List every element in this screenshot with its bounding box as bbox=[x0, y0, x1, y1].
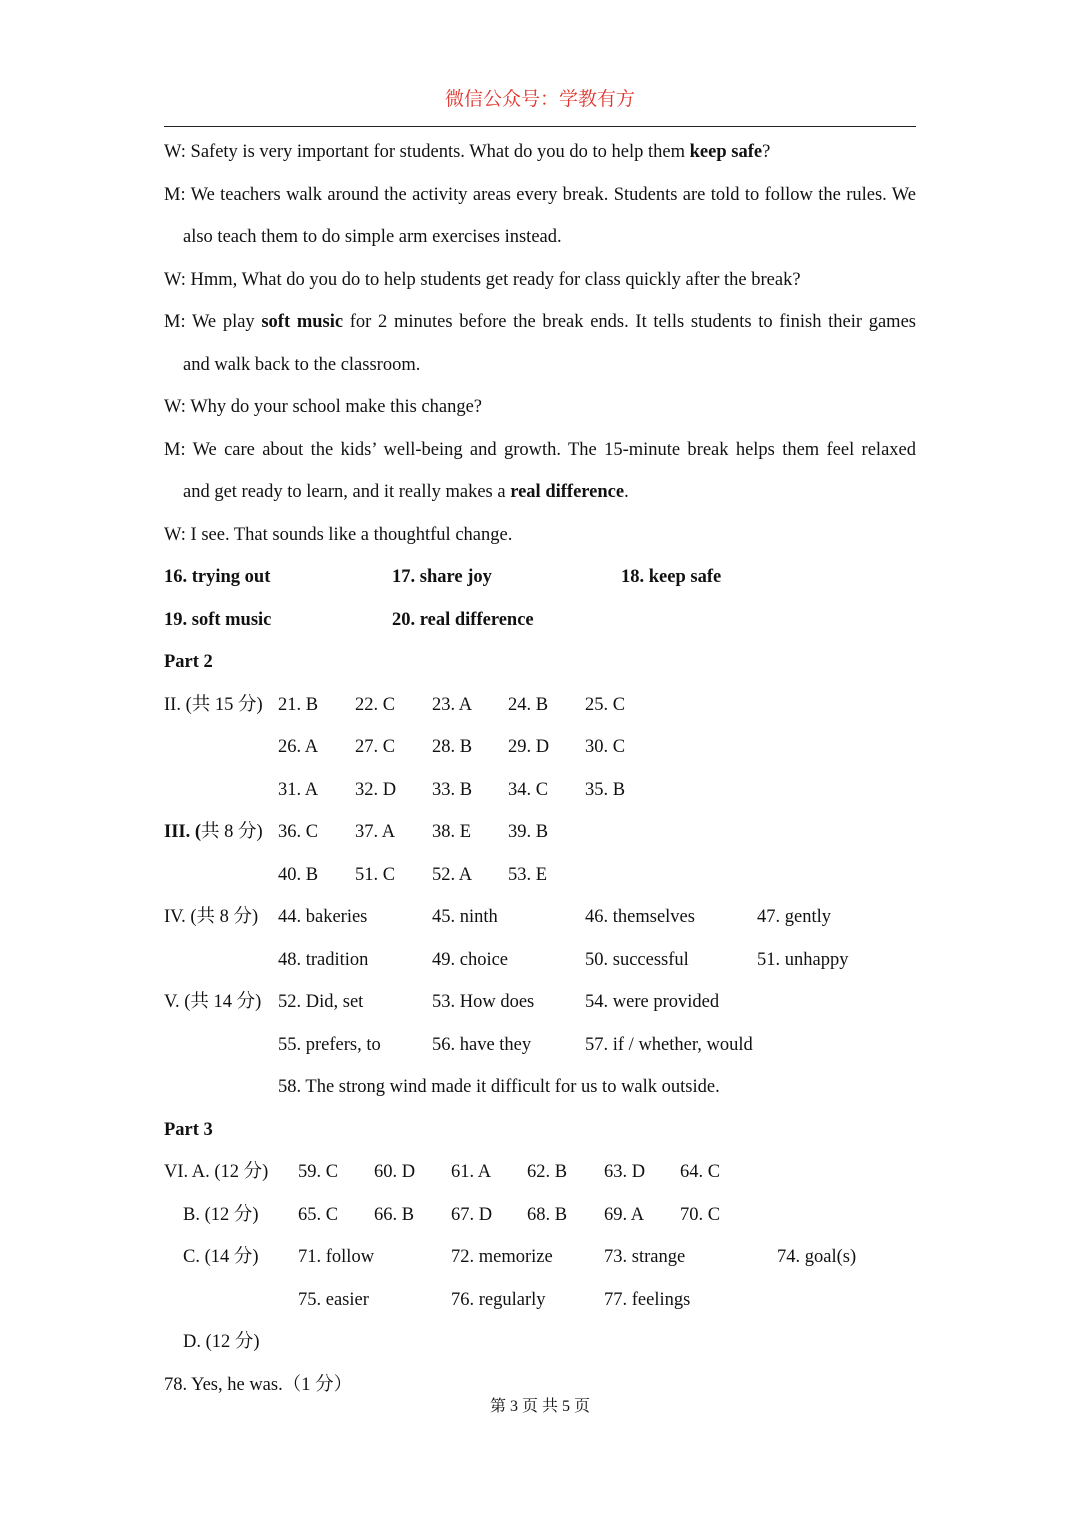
answer-cell: 16. trying out bbox=[164, 567, 271, 587]
answer-cell: 66. B bbox=[374, 1204, 415, 1225]
answer-cell: 24. B bbox=[508, 694, 549, 715]
answer-cell: 38. E bbox=[432, 822, 472, 842]
section-label: V. (共 14 分) bbox=[164, 992, 262, 1012]
answer-row bbox=[164, 981, 916, 1024]
dialogue-text: for 2 minutes before the break ends. It tells students to finish their games bbox=[343, 312, 916, 332]
dialogue-line bbox=[164, 344, 916, 387]
dialogue-line bbox=[164, 131, 916, 174]
answer-cell: 17. share joy bbox=[392, 567, 492, 587]
answer-cell: 33. B bbox=[432, 779, 473, 800]
answer-row bbox=[164, 1236, 916, 1279]
dialogue-line bbox=[164, 301, 916, 344]
answer-cell: 34. C bbox=[508, 779, 549, 800]
answer-cell: 73. strange bbox=[604, 1247, 686, 1267]
answer-row bbox=[164, 726, 916, 769]
answer-cell: 55. prefers, to bbox=[278, 1034, 381, 1055]
dialogue-text: and get ready to learn, and it really makes a bbox=[183, 482, 511, 502]
answer-cell: 71. follow bbox=[298, 1247, 375, 1267]
answer-cell: 39. B bbox=[508, 822, 549, 842]
dialogue-text: M: We play bbox=[164, 312, 262, 332]
section-label-numeral: III. ( bbox=[164, 822, 202, 842]
answer-cell: 67. D bbox=[451, 1204, 493, 1225]
answer-row bbox=[164, 1024, 916, 1067]
answer-cell: 47. gently bbox=[757, 907, 831, 927]
section-label bbox=[164, 811, 263, 854]
answer-cell: 18. keep safe bbox=[621, 567, 722, 587]
dialogue-line bbox=[164, 174, 916, 217]
answer-row bbox=[164, 1151, 916, 1194]
answer-row bbox=[164, 854, 916, 897]
answer-cell: 56. have they bbox=[432, 1034, 532, 1055]
answer-cell: 57. if / whether, would bbox=[585, 1034, 753, 1055]
dialogue-text: W: I see. That sounds like a thoughtful change. bbox=[164, 524, 513, 545]
answer-cell: 54. were provided bbox=[585, 992, 720, 1012]
header-title: 微信公众号：学教有方 bbox=[444, 89, 635, 110]
answer-key-body bbox=[164, 131, 916, 1406]
answer-cell: 30. C bbox=[585, 737, 626, 757]
answer-row bbox=[164, 896, 916, 939]
answer-cell: 74. goal(s) bbox=[777, 1247, 857, 1267]
answer-cell: 62. B bbox=[527, 1162, 568, 1182]
answer-cell: 51. C bbox=[355, 864, 396, 885]
section-label: VI. A. (12 分) bbox=[164, 1162, 269, 1182]
answer-row bbox=[164, 556, 916, 599]
section-label: II. (共 15 分) bbox=[164, 694, 263, 715]
answer-cell: 44. bakeries bbox=[278, 907, 368, 927]
answer-cell: 21. B bbox=[278, 694, 319, 715]
dialogue-line bbox=[164, 471, 916, 514]
dialogue-text: . bbox=[624, 482, 629, 502]
answer-cell: 19. soft music bbox=[164, 609, 272, 630]
answer-cell: 37. A bbox=[355, 822, 396, 842]
dialogue-line bbox=[164, 386, 916, 429]
answer-cell: 76. regularly bbox=[451, 1289, 546, 1310]
dialogue-text: W: Hmm, What do you do to help students get ready for class quickly after the break? bbox=[164, 269, 801, 290]
answer-cell: 32. D bbox=[355, 779, 397, 800]
answer-cell: 20. real difference bbox=[392, 609, 534, 630]
answer-cell: 69. A bbox=[604, 1204, 645, 1225]
answer-cell: 29. D bbox=[508, 737, 550, 757]
answer-cell: 77. feelings bbox=[604, 1289, 691, 1310]
answer-cell: 63. D bbox=[604, 1162, 646, 1182]
answer-cell: 75. easier bbox=[298, 1289, 369, 1310]
dialogue-text: M: We care about the kids’ well-being and growth. The 15-minute break helps them feel relaxed bbox=[164, 439, 916, 460]
keyword-bold: keep safe bbox=[689, 142, 763, 162]
section-label: C. (14 分) bbox=[183, 1247, 259, 1267]
answer-cell: 23. A bbox=[432, 694, 473, 715]
answer-cell: 28. B bbox=[432, 737, 473, 757]
answer-row bbox=[164, 1279, 916, 1322]
dialogue-text: W: Safety is very important for students. What do you do to help them bbox=[164, 142, 690, 162]
dialogue-text: M: We teachers walk around the activity areas every break. Students are told to follow the rules. We bbox=[164, 184, 916, 205]
section-label-points: 共 8 分) bbox=[201, 822, 263, 842]
answer-cell: 36. C bbox=[278, 822, 319, 842]
footer-page-number: 第 3 页 共 5 页 bbox=[489, 1398, 590, 1415]
answer-row bbox=[164, 939, 916, 982]
answer-cell: 60. D bbox=[374, 1162, 416, 1182]
answer-sentence: 58. The strong wind made it difficult for us to walk outside. bbox=[278, 1077, 720, 1097]
answer-cell: 48. tradition bbox=[278, 949, 369, 970]
answer-cell: 68. B bbox=[527, 1204, 568, 1225]
answer-cell: 40. B bbox=[278, 864, 319, 885]
answer-cell: 49. choice bbox=[432, 949, 509, 970]
answer-row bbox=[164, 1066, 916, 1109]
dialogue-text: ? bbox=[762, 142, 771, 162]
answer-row bbox=[164, 684, 916, 727]
keyword-bold: real difference bbox=[510, 482, 625, 502]
section-label: D. (12 分) bbox=[183, 1332, 260, 1352]
dialogue-text: also teach them to do simple arm exercises instead. bbox=[183, 227, 562, 247]
dialogue-line bbox=[164, 259, 916, 302]
answer-row bbox=[164, 1194, 916, 1237]
answer-cell: 25. C bbox=[585, 694, 626, 715]
answer-cell: 61. A bbox=[451, 1162, 492, 1182]
answer-cell: 26. A bbox=[278, 737, 319, 757]
dialogue-line bbox=[164, 429, 916, 472]
answer-cell: 35. B bbox=[585, 779, 626, 800]
answer-cell: 65. C bbox=[298, 1204, 339, 1225]
answer-cell: 72. memorize bbox=[451, 1247, 553, 1267]
answer-row bbox=[164, 1321, 916, 1364]
answer-cell: 51. unhappy bbox=[757, 949, 849, 970]
answer-cell: 46. themselves bbox=[585, 907, 695, 927]
answer-cell: 31. A bbox=[278, 779, 319, 800]
dialogue-text: and walk back to the classroom. bbox=[183, 354, 421, 375]
answer-row bbox=[164, 769, 916, 812]
dialogue-text: W: Why do your school make this change? bbox=[164, 397, 483, 417]
section-label: IV. (共 8 分) bbox=[164, 907, 259, 927]
answer-cell: 53. E bbox=[508, 864, 548, 885]
answer-cell: 53. How does bbox=[432, 992, 535, 1012]
answer-cell: 50. successful bbox=[585, 949, 689, 970]
answer-row bbox=[164, 811, 916, 854]
answer-cell: 45. ninth bbox=[432, 907, 498, 927]
answer-cell: 59. C bbox=[298, 1162, 339, 1182]
answer-cell: 64. C bbox=[680, 1162, 721, 1182]
answer-cell: 70. C bbox=[680, 1204, 721, 1225]
answer-cell: 27. C bbox=[355, 737, 396, 757]
keyword-bold: soft music bbox=[261, 312, 344, 332]
section-heading: Part 3 bbox=[164, 1119, 213, 1140]
dialogue-line bbox=[164, 514, 916, 557]
answer-row bbox=[164, 599, 916, 642]
section-heading: Part 2 bbox=[164, 652, 213, 672]
answer-cell: 22. C bbox=[355, 694, 396, 715]
answer-cell: 52. A bbox=[432, 864, 473, 885]
dialogue-line bbox=[164, 216, 916, 259]
section-label: B. (12 分) bbox=[183, 1204, 259, 1225]
header-rule bbox=[164, 126, 916, 127]
answer-cell: 52. Did, set bbox=[278, 992, 364, 1012]
answer-sentence: 78. Yes, he was.（1 分） bbox=[164, 1374, 353, 1395]
